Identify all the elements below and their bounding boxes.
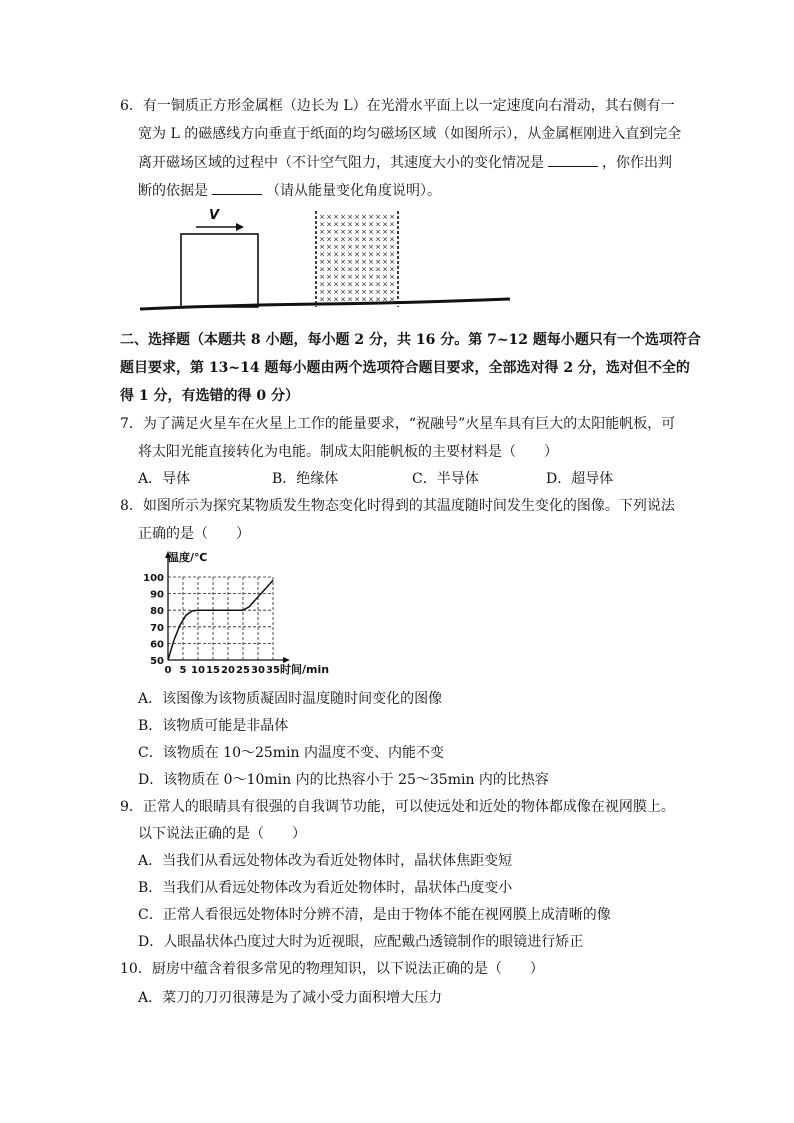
temperature-time-chart: [140, 548, 350, 680]
x-tick-label: 25: [236, 665, 250, 676]
x-axis-label: 时间/min: [280, 663, 330, 676]
field-cross-mark: ×: [382, 235, 388, 244]
field-cross-mark: ×: [375, 273, 381, 281]
field-cross-mark: ×: [354, 288, 360, 296]
field-cross-mark: ×: [319, 280, 325, 289]
q7-option-a[interactable]: A．导体: [138, 471, 191, 487]
field-cross-mark: ×: [340, 265, 346, 274]
field-cross-mark: ×: [333, 220, 339, 229]
x-tick-label: 5: [179, 665, 187, 676]
field-cross-mark: ×: [347, 265, 353, 274]
field-cross-mark: ×: [354, 273, 360, 281]
field-cross-mark: ×: [326, 243, 332, 251]
field-cross-mark: ×: [340, 280, 346, 289]
field-cross-mark: ×: [347, 243, 353, 251]
field-cross-mark: ×: [319, 213, 325, 221]
field-cross-mark: ×: [361, 235, 367, 244]
field-cross-mark: ×: [382, 288, 388, 296]
field-cross-mark: ×: [340, 250, 346, 259]
field-cross-mark: ×: [340, 235, 346, 244]
field-cross-mark: ×: [347, 228, 353, 236]
field-cross-mark: ×: [375, 280, 381, 289]
field-cross-mark: ×: [340, 243, 346, 251]
field-cross-mark: ×: [382, 243, 388, 251]
field-cross-mark: ×: [361, 258, 367, 266]
field-cross-mark: ×: [319, 288, 325, 296]
field-cross-mark: ×: [361, 228, 367, 236]
field-cross-mark: ×: [333, 280, 339, 289]
x-tick-label: 0: [164, 665, 172, 676]
answer-blank-1[interactable]: [548, 152, 598, 167]
field-cross-mark: ×: [333, 273, 339, 281]
q8-option-d[interactable]: D．该物质在 0～10min 内的比热容小于 25～35min 内的比热容: [138, 772, 549, 788]
field-cross-mark: ×: [375, 288, 381, 296]
y-tick-label: 70: [150, 622, 164, 634]
field-cross-mark: ×: [340, 228, 346, 236]
field-cross-mark: ×: [333, 213, 339, 221]
field-cross-mark: ×: [347, 280, 353, 289]
field-cross-mark: ×: [368, 213, 374, 221]
field-cross-mark: ×: [326, 280, 332, 289]
q9-option-c[interactable]: C．正常人看很远处物体时分辨不清，是由于物体不能在视网膜上成清晰的像: [138, 907, 611, 923]
field-cross-mark: ×: [361, 213, 367, 221]
field-cross-mark: ×: [368, 250, 374, 259]
y-tick-label: 80: [150, 606, 164, 618]
field-cross-mark: ×: [326, 258, 332, 266]
q7-line-1: 7．为了满足火星车在火星上工作的能量要求，“祝融号”火星车具有巨大的太阳能帆板，可: [120, 416, 676, 432]
field-cross-mark: ×: [354, 265, 360, 274]
field-cross-mark: ×: [347, 250, 353, 259]
section2-line-2: 题目要求，第 13~14 题每小题由两个选项符合题目要求，全部选对得 2 分，选对但不全的: [120, 360, 690, 376]
y-tick-label: 50: [150, 656, 164, 667]
field-cross-mark: ×: [333, 250, 339, 259]
field-cross-mark: ×: [368, 235, 374, 244]
q7-option-b[interactable]: B．绝缘体: [272, 471, 339, 487]
field-cross-mark: ×: [319, 273, 325, 281]
field-cross-mark: ×: [368, 228, 374, 236]
q10-option-a[interactable]: A．菜刀的刀刃很薄是为了减小受力面积增大压力: [138, 990, 443, 1006]
field-cross-mark: ×: [326, 235, 332, 244]
field-cross-mark: ×: [319, 250, 325, 259]
field-cross-mark: ×: [326, 273, 332, 281]
field-cross-mark: ×: [389, 220, 395, 229]
field-cross-mark: ×: [368, 280, 374, 289]
field-cross-mark: ×: [354, 220, 360, 229]
x-tick-label: 15: [206, 665, 220, 676]
field-cross-mark: ×: [375, 258, 381, 266]
field-cross-mark: ×: [347, 258, 353, 266]
q7-line-2: 将太阳光能直接转化为电能。制成太阳能帆板的主要材料是（ ）: [138, 444, 558, 460]
y-tick-label: 60: [150, 639, 164, 651]
q8-option-a[interactable]: A．该图像为该物质凝固时温度随时间变化的图像: [138, 691, 443, 707]
field-cross-mark: ×: [382, 213, 388, 221]
field-cross-mark: ×: [368, 243, 374, 251]
field-cross-mark: ×: [382, 273, 388, 281]
field-cross-mark: ×: [319, 220, 325, 229]
field-cross-mark: ×: [319, 228, 325, 236]
field-cross-mark: ×: [389, 235, 395, 244]
field-cross-mark: ×: [361, 265, 367, 274]
field-cross-mark: ×: [333, 258, 339, 266]
q6-line-4-text-a: 断的依据是: [138, 183, 208, 199]
q6-line-4: [138, 180, 441, 201]
field-cross-mark: ×: [319, 295, 325, 304]
field-cross-mark: ×: [333, 265, 339, 274]
field-cross-mark: ×: [361, 280, 367, 289]
field-cross-mark: ×: [354, 250, 360, 259]
field-cross-mark: ×: [375, 220, 381, 229]
field-cross-mark: ×: [333, 235, 339, 244]
field-cross-mark: ×: [354, 213, 360, 221]
y-tick-label: 90: [150, 589, 164, 601]
field-cross-mark: ×: [340, 213, 346, 221]
field-cross-mark: ×: [347, 295, 353, 304]
field-cross-mark: ×: [340, 295, 346, 304]
field-cross-mark: ×: [389, 265, 395, 274]
velocity-label: V: [209, 208, 220, 223]
field-cross-mark: ×: [375, 243, 381, 251]
x-tick-label: 30: [251, 665, 265, 676]
field-cross-mark: ×: [319, 258, 325, 266]
field-cross-mark: ×: [375, 250, 381, 259]
q9-line-1: 9．正常人的眼睛具有很强的自我调节功能，可以使远处和近处的物体都成像在视网膜上。: [120, 799, 675, 815]
field-cross-mark: ×: [389, 273, 395, 281]
field-cross-mark: ×: [375, 213, 381, 221]
field-cross-mark: ×: [333, 228, 339, 236]
q6-line-3-text-a: 离开磁场区域的过程中（不计空气阻力，其速度大小的变化情况是: [138, 155, 544, 171]
q9-option-b[interactable]: B．当我们从看远处物体改为看近处物体时，晶状体凸度变小: [138, 880, 513, 896]
velocity-arrow-icon: [196, 223, 244, 231]
field-cross-mark: ×: [368, 258, 374, 266]
field-cross-mark: ×: [389, 258, 395, 266]
field-cross-mark: ×: [382, 250, 388, 259]
field-cross-mark: ×: [382, 220, 388, 229]
magnetic-field-region: [316, 211, 398, 307]
field-cross-mark: ×: [340, 220, 346, 229]
field-cross-mark: ×: [361, 243, 367, 251]
field-cross-mark: ×: [375, 265, 381, 274]
answer-blank-2[interactable]: [212, 180, 262, 195]
chart-axes: [165, 551, 290, 663]
field-cross-mark: ×: [389, 228, 395, 236]
field-cross-mark: ×: [347, 235, 353, 244]
field-cross-mark: ×: [340, 258, 346, 266]
x-tick-label: 20: [221, 665, 235, 676]
x-tick-label: 35: [266, 665, 280, 676]
q6-line-3-text-b: ，你作出判: [602, 155, 672, 171]
field-cross-mark: ×: [382, 295, 388, 304]
field-cross-mark: ×: [389, 295, 395, 304]
x-tick-label: 10: [191, 665, 205, 676]
field-cross-mark: ×: [354, 280, 360, 289]
series-line: [168, 580, 273, 660]
q7-option-d[interactable]: D．超导体: [546, 471, 614, 487]
field-cross-mark: ×: [389, 243, 395, 251]
q9-option-d[interactable]: D．人眼晶状体凸度过大时为近视眼，应配戴凸透镜制作的眼镜进行矫正: [138, 934, 584, 950]
y-tick-label: 100: [143, 573, 164, 584]
q6-line-1: 6．有一铜质正方形金属框（边长为 L）在光滑水平面上以一定速度向右滑动，其右侧有一: [120, 98, 675, 114]
field-cross-mark: ×: [382, 265, 388, 274]
q6-line-4-text-b: （请从能量变化角度说明）。: [266, 183, 441, 199]
field-cross-mark: ×: [368, 220, 374, 229]
q6-figure: [140, 205, 510, 320]
field-cross-mark: ×: [354, 295, 360, 304]
field-cross-mark: ×: [347, 273, 353, 281]
field-cross-mark: ×: [382, 280, 388, 289]
q9-option-a[interactable]: A．当我们从看远处物体改为看近处物体时，晶状体焦距变短: [138, 853, 513, 869]
q8-option-b[interactable]: B．该物质可能是非晶体: [138, 718, 289, 734]
field-cross-mark: ×: [389, 280, 395, 289]
q7-option-c[interactable]: C．半导体: [412, 471, 479, 487]
field-cross-mark: ×: [326, 265, 332, 274]
field-cross-mark: ×: [361, 250, 367, 259]
field-cross-mark: ×: [368, 288, 374, 296]
metal-frame: [181, 234, 258, 307]
field-cross-mark: ×: [347, 213, 353, 221]
field-cross-mark: ×: [326, 228, 332, 236]
q8-line-2: 正确的是（ ）: [138, 526, 250, 542]
field-cross-mark: ×: [326, 250, 332, 259]
q6-line-2: 宽为 L 的磁感线方向垂直于纸面的均匀磁场区域（如图所示），从金属框刚进入直到完全: [138, 126, 682, 142]
field-cross-mark: ×: [368, 273, 374, 281]
field-cross-mark: ×: [375, 235, 381, 244]
field-cross-mark: ×: [326, 295, 332, 304]
field-cross-mark: ×: [375, 228, 381, 236]
field-cross-mark: ×: [333, 288, 339, 296]
field-cross-mark: ×: [326, 213, 332, 221]
field-cross-mark: ×: [333, 243, 339, 251]
q8-option-c[interactable]: C．该物质在 10～25min 内温度不变、内能不变: [138, 745, 445, 761]
field-cross-mark: ×: [368, 295, 374, 304]
field-cross-mark: ×: [319, 243, 325, 251]
field-cross-mark: ×: [389, 250, 395, 259]
q8-line-1: 8．如图所示为探究某物质发生物态变化时得到的其温度随时间发生变化的图像。下列说法: [120, 498, 675, 514]
q9-line-2: 以下说法正确的是（ ）: [138, 826, 306, 842]
field-cross-mark: ×: [382, 228, 388, 236]
field-cross-mark: ×: [319, 265, 325, 274]
field-cross-mark: ×: [354, 258, 360, 266]
field-cross-mark: ×: [375, 295, 381, 304]
field-cross-mark: ×: [326, 220, 332, 229]
field-cross-mark: ×: [333, 295, 339, 304]
field-cross-mark: ×: [354, 235, 360, 244]
field-cross-mark: ×: [340, 273, 346, 281]
field-cross-mark: ×: [347, 220, 353, 229]
field-cross-mark: ×: [382, 258, 388, 266]
field-cross-mark: ×: [368, 265, 374, 274]
section2-line-3: 得 1 分，有选错的得 0 分）: [120, 388, 299, 404]
field-cross-mark: ×: [361, 273, 367, 281]
q10-line-1: 10．厨房中蕴含着很多常见的物理知识，以下说法正确的是（ ）: [120, 961, 544, 977]
field-cross-mark: ×: [319, 235, 325, 244]
field-cross-mark: ×: [361, 220, 367, 229]
field-cross-mark: ×: [340, 288, 346, 296]
field-cross-mark: ×: [354, 243, 360, 251]
field-cross-mark: ×: [361, 295, 367, 304]
field-cross-mark: ×: [354, 228, 360, 236]
field-cross-mark: ×: [326, 288, 332, 296]
field-cross-mark: ×: [347, 288, 353, 296]
section2-line-1: 二、选择题（本题共 8 小题，每小题 2 分，共 16 分。第 7~12 题每小题只有一个选项符合: [120, 332, 701, 348]
y-axis-label: 温度/℃: [168, 551, 208, 564]
q6-line-3: [138, 152, 672, 173]
field-cross-mark: ×: [389, 288, 395, 296]
field-cross-mark: ×: [361, 288, 367, 296]
field-cross-mark: ×: [389, 213, 395, 221]
